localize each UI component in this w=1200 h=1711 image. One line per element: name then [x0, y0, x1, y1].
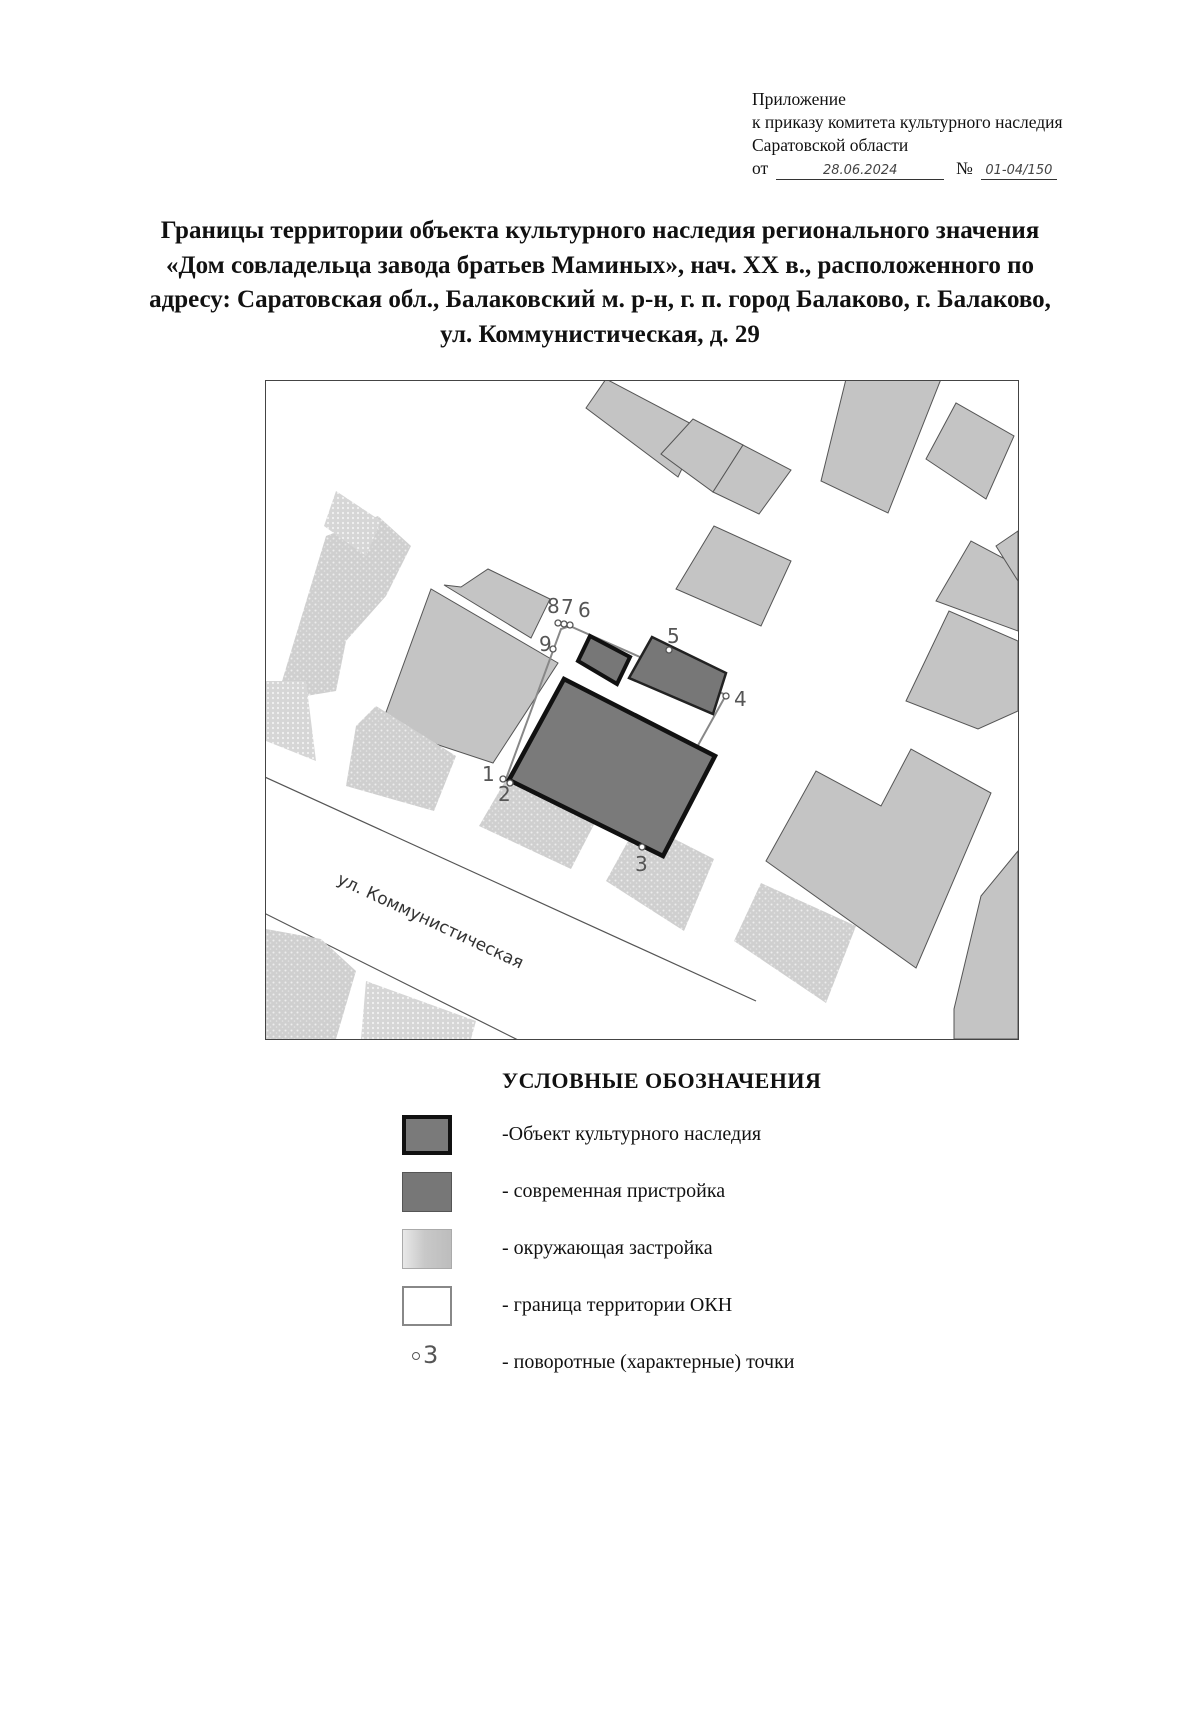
order-date: 28.06.2024: [776, 163, 944, 180]
date-prefix: от: [752, 158, 769, 178]
surrounding-building: [821, 381, 941, 513]
site-plan-map: [265, 380, 1019, 1040]
modern-annex: [629, 637, 726, 714]
point-label-9: 9: [539, 632, 552, 656]
appendix-line-2: к приказу комитета культурного наследия: [752, 112, 1063, 132]
appendix-line-3: Саратовской области: [752, 135, 909, 155]
document-title: [80, 214, 1120, 352]
legend-label: - окружающая застройка: [502, 1237, 713, 1259]
turning-point-8: [555, 620, 561, 626]
point-label-5: 5: [667, 624, 680, 648]
surrounding-building: [266, 929, 356, 1039]
title-line-2: «Дом совладельца завода братьев Маминых», нач. XX в., расположенного по: [165, 251, 1035, 279]
legend-label: - поворотные (характерные) точки: [502, 1351, 795, 1373]
point-label-1: 1: [482, 762, 495, 786]
point-label-4: 4: [734, 687, 747, 711]
heritage-object-swatch: [402, 1115, 452, 1155]
street-label: ул. Коммунистическая: [333, 869, 527, 974]
turning-point-swatch: [402, 1341, 452, 1381]
surrounding-building: [926, 403, 1014, 499]
surrounding-building: [954, 851, 1018, 1039]
turning-point-icon: [412, 1352, 420, 1360]
point-label-6: 6: [578, 598, 591, 622]
appendix-line-1: Приложение: [752, 89, 846, 109]
title-line-1: Границы территории объекта культурного наследия регионального значения: [160, 217, 1040, 244]
legend-label: - граница территории ОКН: [502, 1294, 733, 1316]
surrounding-building: [906, 611, 1018, 729]
surrounding-buildings-swatch: [402, 1229, 452, 1269]
turning-point-7: [561, 621, 567, 627]
point-label-8: 8: [547, 594, 560, 618]
surrounding-building: [676, 526, 791, 626]
point-label-7: 7: [561, 595, 574, 619]
point-label-2: 2: [498, 782, 511, 806]
turning-point-6: [567, 622, 573, 628]
surrounding-building: [276, 516, 411, 701]
turning-point-4: [723, 693, 729, 699]
number-sign: №: [956, 158, 973, 178]
appendix-header: [752, 88, 1063, 180]
turning-point-3: [639, 844, 645, 850]
title-line-4: ул. Коммунистическая, д. 29: [440, 320, 760, 348]
map-canvas: [266, 381, 1018, 1039]
appendix-date-line: [752, 157, 1063, 180]
legend-label: -Объект культурного наследия: [502, 1123, 762, 1145]
order-number: 01-04/150: [981, 163, 1057, 180]
territory-boundary-swatch: [402, 1286, 452, 1326]
turning-point-sample: 3: [423, 1341, 439, 1369]
title-line-3: адресу: Саратовская обл., Балаковский м. р-н, г. п. город Балаково, г. Балаково,: [149, 286, 1051, 313]
modern-annex-swatch: [402, 1172, 452, 1212]
legend-label: - современная пристройка: [502, 1180, 726, 1202]
legend-title: УСЛОВНЫЕ ОБОЗНАЧЕНИЯ: [502, 1068, 822, 1093]
point-label-3: 3: [635, 852, 648, 876]
